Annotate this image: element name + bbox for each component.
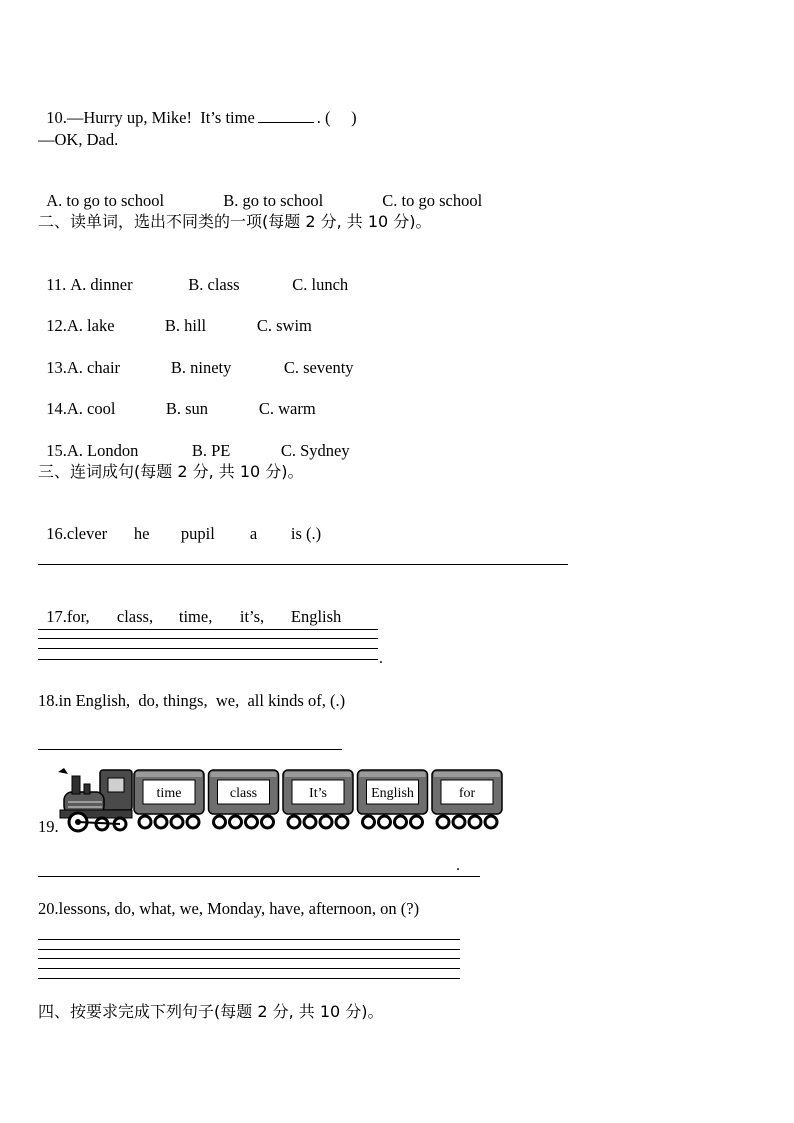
- q11-option-c[interactable]: C. lunch: [292, 275, 349, 294]
- q10-options: [38, 171, 482, 211]
- section3-title: 三、连词成句(每题 2 分, 共 10 分)。: [38, 462, 304, 481]
- q17-word: time,: [178, 607, 213, 626]
- q10-answer-blank[interactable]: [258, 108, 314, 123]
- q14-num: 14.: [46, 399, 67, 418]
- train-car-roof: [211, 772, 277, 777]
- q13-option-a[interactable]: A. chair: [66, 358, 121, 377]
- q10-reply: —OK, Dad.: [38, 130, 119, 149]
- q17-word: for,: [66, 607, 90, 626]
- q15: [38, 421, 350, 461]
- train-wheel: [469, 816, 481, 828]
- q14-option-a[interactable]: A. cool: [66, 399, 116, 418]
- train-wheel: [395, 816, 407, 828]
- q17-answer-line[interactable]: [38, 629, 378, 630]
- q11: [38, 255, 348, 295]
- q19-period: .: [456, 857, 460, 874]
- train-car: [358, 770, 428, 828]
- q19-num: 19.: [38, 817, 59, 836]
- train-car: [432, 770, 502, 828]
- q20-answer-line[interactable]: [38, 968, 460, 969]
- word-card-text: It’s: [309, 786, 327, 801]
- q20-answer-line[interactable]: [38, 949, 460, 950]
- train-wheel: [155, 816, 167, 828]
- train-wheel: [336, 816, 348, 828]
- train-car-roof: [434, 772, 500, 777]
- q14: [38, 379, 316, 419]
- q14-option-c[interactable]: C. warm: [258, 399, 316, 418]
- q17-word: English: [290, 607, 342, 626]
- q19-answer-line[interactable]: [38, 876, 480, 877]
- q18-answer-line[interactable]: [38, 749, 342, 750]
- train-wheel: [437, 816, 449, 828]
- word-card-text: class: [229, 786, 258, 801]
- train-image: [58, 768, 506, 834]
- q10-option-b[interactable]: B. go to school: [223, 191, 324, 210]
- q10-prompt: [38, 88, 357, 128]
- q16-num: 16.: [46, 524, 67, 543]
- q17-num: 17.: [46, 607, 67, 626]
- q20-answer-line[interactable]: [38, 939, 460, 940]
- q12-option-b[interactable]: B. hill: [164, 316, 207, 335]
- train-wheel: [187, 816, 199, 828]
- q11-num: 11.: [46, 275, 67, 294]
- word-card-text: English: [371, 786, 414, 801]
- q11-option-a[interactable]: A. dinner: [70, 275, 133, 294]
- word-card-text: for: [458, 786, 476, 801]
- q17: [38, 587, 341, 627]
- q16: [38, 504, 321, 544]
- train-wheel: [363, 816, 375, 828]
- train-car: [209, 770, 279, 828]
- q20-answer-line[interactable]: [38, 958, 460, 959]
- train-wheel: [171, 816, 183, 828]
- q15-option-c[interactable]: C. Sydney: [280, 441, 350, 460]
- q17-word: class,: [116, 607, 154, 626]
- train-car-roof: [360, 772, 426, 777]
- train-car-roof: [136, 772, 202, 777]
- train-wheel: [288, 816, 300, 828]
- train-wheel: [379, 816, 391, 828]
- train-wheel: [320, 816, 332, 828]
- q16-answer-line[interactable]: [38, 564, 568, 565]
- train-wheel: [262, 816, 274, 828]
- train-wheel: [485, 816, 497, 828]
- q13-num: 13.: [46, 358, 67, 377]
- q17-period: .: [379, 650, 383, 667]
- q18-text: 18.in English, do, things, we, all kinds of, (.): [38, 691, 346, 710]
- q16-word: is (.): [290, 524, 322, 543]
- q17-answer-line[interactable]: [38, 659, 378, 660]
- q15-option-b[interactable]: B. PE: [191, 441, 231, 460]
- q15-num: 15.: [46, 441, 67, 460]
- q10-prompt-post: . ( ): [316, 108, 357, 127]
- q20-text: 20.lessons, do, what, we, Monday, have, afternoon, on (?): [38, 899, 420, 918]
- train-wheel: [139, 816, 151, 828]
- q16-word: a: [249, 524, 258, 543]
- train-wheel: [411, 816, 423, 828]
- q16-word: pupil: [180, 524, 215, 543]
- q10-option-a[interactable]: A. to go to school: [46, 191, 165, 210]
- q17-word: it’s,: [239, 607, 265, 626]
- q13: [38, 338, 354, 378]
- train-car-roof: [285, 772, 351, 777]
- q11-option-b[interactable]: B. class: [188, 275, 240, 294]
- section2-title: 二、读单词，选出不同类的一项(每题 2 分, 共 10 分)。: [38, 212, 432, 231]
- q12: [38, 296, 312, 336]
- q16-word: he: [133, 524, 150, 543]
- q12-option-a[interactable]: A. lake: [66, 316, 115, 335]
- q10-prompt-pre: 10.—Hurry up, Mike! It’s time: [46, 108, 255, 127]
- q10-option-c[interactable]: C. to go school: [382, 191, 483, 210]
- q15-option-a[interactable]: A. London: [66, 441, 139, 460]
- q13-option-c[interactable]: C. seventy: [283, 358, 354, 377]
- q20-answer-line[interactable]: [38, 978, 460, 979]
- q12-option-c[interactable]: C. swim: [256, 316, 312, 335]
- q13-option-b[interactable]: B. ninety: [170, 358, 232, 377]
- train-wheel: [246, 816, 258, 828]
- train-car: [283, 770, 353, 828]
- q16-word: clever: [66, 524, 108, 543]
- train-wheel: [304, 816, 316, 828]
- q17-answer-line[interactable]: [38, 638, 378, 639]
- q12-num: 12.: [46, 316, 67, 335]
- train-wheel: [453, 816, 465, 828]
- section4-title: 四、按要求完成下列句子(每题 2 分, 共 10 分)。: [38, 1002, 384, 1021]
- word-card-text: time: [156, 786, 182, 801]
- q14-option-b[interactable]: B. sun: [165, 399, 209, 418]
- train-car: [134, 770, 204, 828]
- q17-answer-line[interactable]: [38, 648, 378, 649]
- train-wheel: [214, 816, 226, 828]
- locomotive: [58, 768, 132, 831]
- train-wheel: [230, 816, 242, 828]
